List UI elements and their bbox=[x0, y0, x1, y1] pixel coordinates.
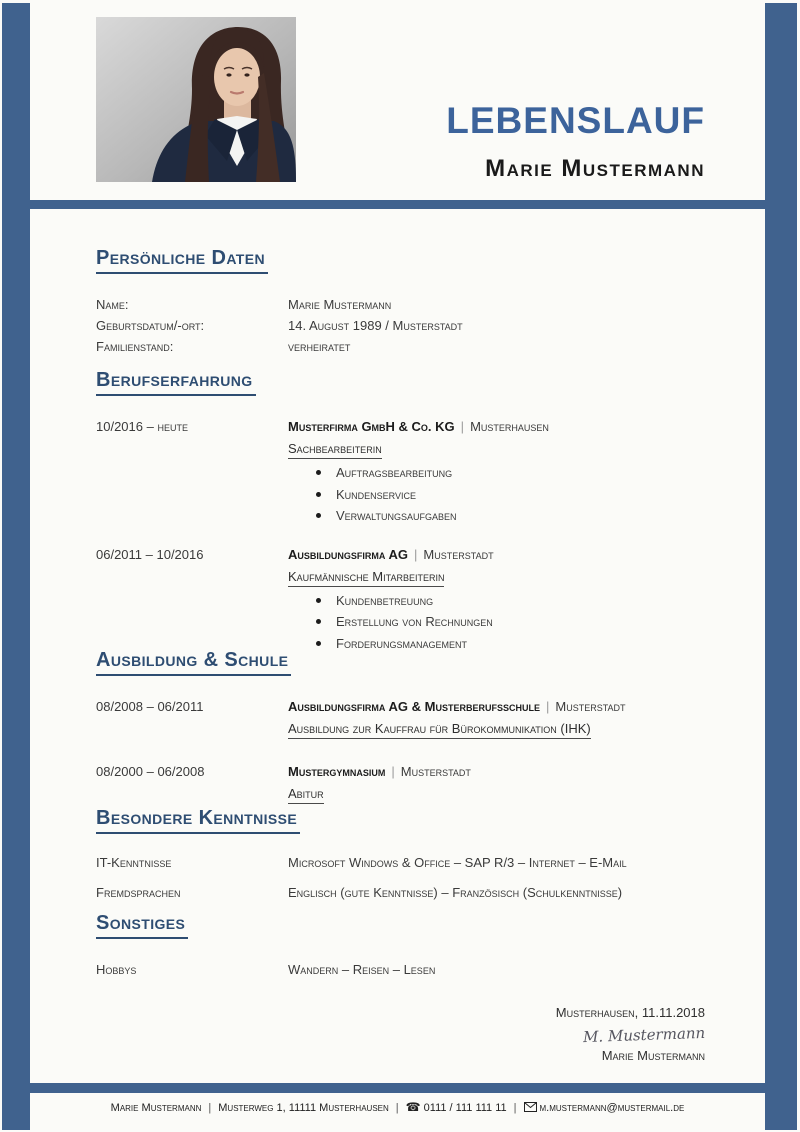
signature-block bbox=[556, 1003, 705, 1065]
separator-pipe: | bbox=[414, 546, 418, 562]
bullet-icon bbox=[316, 641, 321, 646]
footer-phone: 0111 / 111 111 11 bbox=[423, 1102, 507, 1114]
place-and-date: Musterhausen, 11.11.2018 bbox=[555, 1005, 705, 1020]
hobbies-label: Hobbys bbox=[96, 962, 137, 977]
education-entry bbox=[96, 696, 710, 739]
special-skills-heading: Besondere Kenntnisse bbox=[96, 806, 300, 834]
left-accent-bar bbox=[2, 3, 30, 1130]
personal-row-marital bbox=[96, 336, 710, 357]
footer-contact-line bbox=[30, 1100, 765, 1115]
portrait-photo bbox=[96, 17, 296, 182]
list-item: Erstellung von Rechnungen bbox=[288, 611, 710, 633]
separator-pipe: | bbox=[545, 699, 550, 714]
list-item: Kundenservice bbox=[288, 484, 710, 506]
personal-row-birth bbox=[96, 315, 710, 336]
work-experience-heading: Berufserfahrung bbox=[96, 368, 256, 396]
experience-period: 06/2011 – 10/2016 bbox=[96, 546, 204, 562]
education-details bbox=[288, 761, 710, 804]
portrait-photo-illustration bbox=[96, 17, 296, 182]
experience-details bbox=[288, 416, 710, 527]
education-institution-line bbox=[288, 761, 710, 782]
birthdate-label: Geburtsdatum/-ort: bbox=[96, 318, 205, 333]
marital-status-value: verheiratet bbox=[288, 339, 351, 354]
phone-icon: ☎ bbox=[405, 1100, 421, 1114]
name-value: Marie Mustermann bbox=[288, 297, 392, 312]
company-location: Musterstadt bbox=[423, 546, 494, 562]
header-title-block bbox=[446, 100, 705, 183]
separator-pipe: | bbox=[391, 764, 395, 779]
experience-company-line bbox=[288, 416, 710, 437]
section-education bbox=[96, 648, 710, 804]
degree-title: Ausbildung zur Kauffrau für Bürokommunikation (IHK) bbox=[288, 719, 591, 739]
job-title: Kaufmännische Mitarbeiterin bbox=[288, 567, 444, 587]
degree-title: Abitur bbox=[288, 784, 324, 804]
task-list bbox=[288, 462, 710, 527]
separator-pipe: | bbox=[395, 1102, 399, 1114]
education-period: 08/2000 – 06/2008 bbox=[96, 764, 205, 779]
list-item: Kundenbetreuung bbox=[288, 590, 710, 612]
skills-row-languages bbox=[96, 882, 710, 903]
languages-label: Fremdsprachen bbox=[96, 885, 181, 900]
separator-pipe: | bbox=[460, 419, 465, 434]
experience-company-line bbox=[288, 544, 710, 565]
hobbies-value: Wandern – Reisen – Lesen bbox=[288, 962, 436, 977]
bullet-icon bbox=[316, 492, 321, 497]
bullet-icon bbox=[316, 470, 321, 475]
experience-details bbox=[288, 544, 710, 655]
header-divider-bar bbox=[30, 200, 765, 209]
footer-divider-bar bbox=[30, 1083, 765, 1093]
right-accent-bar bbox=[765, 3, 797, 1130]
education-entry bbox=[96, 761, 710, 804]
education-institution-line bbox=[288, 696, 710, 717]
list-item: Auftragsbearbeitung bbox=[288, 462, 710, 484]
institution-location: Musterstadt bbox=[555, 699, 626, 714]
education-details bbox=[288, 696, 710, 739]
experience-entry bbox=[96, 544, 710, 655]
separator-pipe: | bbox=[208, 1102, 212, 1114]
email-icon bbox=[524, 1102, 537, 1112]
company-location: Musterhausen bbox=[470, 419, 549, 434]
it-skills-value: Microsoft Windows & Office – SAP R/3 – Internet – E-Mail bbox=[288, 855, 627, 870]
education-heading: Ausbildung & Schule bbox=[96, 648, 291, 676]
task-list bbox=[288, 590, 710, 655]
section-other bbox=[96, 911, 710, 980]
education-period: 08/2008 – 06/2011 bbox=[96, 699, 204, 714]
experience-entry bbox=[96, 416, 710, 527]
footer-name: Marie Mustermann bbox=[110, 1102, 202, 1114]
job-title: Sachbearbeiterin bbox=[288, 439, 382, 459]
name-label: Name: bbox=[96, 297, 129, 312]
hobbies-row bbox=[96, 959, 710, 980]
other-heading: Sonstiges bbox=[96, 911, 188, 939]
section-special-skills bbox=[96, 806, 710, 912]
handwritten-signature: M. Mustermann bbox=[582, 1023, 706, 1047]
footer-address: Musterweg 1, 11111 Musterhausen bbox=[218, 1102, 389, 1114]
header-person-name: Marie Mustermann bbox=[485, 155, 705, 182]
marital-status-label: Familienstand: bbox=[96, 339, 174, 354]
it-skills-label: IT-Kenntnisse bbox=[96, 855, 172, 870]
list-item: Verwaltungsaufgaben bbox=[288, 505, 710, 527]
skills-row-it bbox=[96, 852, 710, 873]
institution-name: Ausbildungsfirma AG & Musterberufsschule bbox=[288, 699, 540, 714]
personal-data-heading: Persönliche Daten bbox=[96, 246, 268, 274]
section-personal-data bbox=[96, 246, 710, 357]
bullet-icon bbox=[316, 598, 321, 603]
section-work-experience bbox=[96, 368, 710, 654]
institution-name: Mustergymnasium bbox=[288, 764, 386, 779]
bullet-icon bbox=[316, 513, 321, 518]
document-title: LEBENSLAUF bbox=[446, 100, 705, 141]
signature-printed-name: Marie Mustermann bbox=[601, 1048, 705, 1063]
institution-location: Musterstadt bbox=[400, 764, 471, 779]
footer-email: m.mustermann@mustermail.de bbox=[539, 1102, 685, 1114]
personal-row-name bbox=[96, 294, 710, 315]
bullet-icon bbox=[316, 619, 321, 624]
languages-value: Englisch (gute Kenntnisse) – Französisch (Schulkenntnisse) bbox=[288, 885, 623, 900]
birthdate-value: 14. August 1989 / Musterstadt bbox=[288, 318, 463, 333]
company-name: Musterfirma GmbH & Co. KG bbox=[288, 419, 455, 434]
company-name: Ausbildungsfirma AG bbox=[288, 546, 409, 562]
list-item: Forderungsmanagement bbox=[288, 633, 710, 655]
separator-pipe: | bbox=[513, 1102, 517, 1114]
experience-period: 10/2016 – heute bbox=[96, 419, 188, 434]
